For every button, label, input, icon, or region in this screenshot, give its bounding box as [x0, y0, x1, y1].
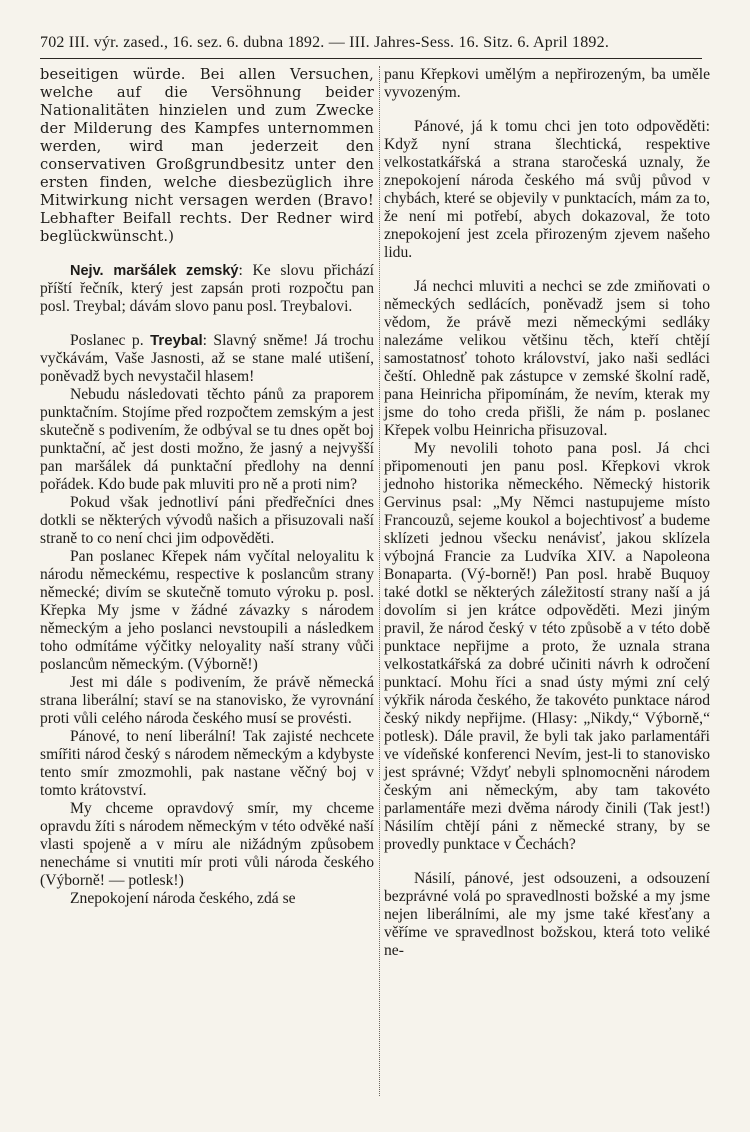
treybal-intro-text: : Slavný sněme! Já trochu vyčkávám, Vaše Jasnosti, až se stane malé utišení, poněvadž bych nevystačil hlasem! — [40, 332, 374, 385]
speaker-prefix: Poslanec p. — [70, 332, 151, 349]
speaker-marshal: Nejv. maršálek zemský — [70, 263, 239, 279]
paragraph: My nevolili tohoto pana posl. Já chci připomenouti jen panu posl. Křepkovi vkrok jednoho historika německého. Německý historik Gervinus psal: „My Němci nastupujeme místo Francouzů, sejeme koukol a bojechtivosť a budeme sklízeti jednou všecku nenávisť, jakou sklízela výbojná Francie za Ludvíka XIV. a Napoleona Bonaparta. (Vý-borně!) Pan posl. hrabě Buquoy také dotkl se některých záležitostí strany naší a já dovolím si jen krátce odpověděti. Mezi jiným pravil, že národ český v této způsobě a v této době punktace nepřijme a proto, že uznala strana velkostatkářská za dobré učiniti návrh k odročení punktací. Mohu říci a snad ústy mými zní celý výkřik národa českého, že takovéto punktace národ český nikdy nepřijme. (Hlasy: „Nikdy,“ Výborně,“ potlesk). Dále pravil, že byli tak jako parlamentáři ve vídeňské konferenci Nevím, jest-li to stanovisko jest správné; Vždyť nebyli splnomocněni národem českým ani německým, aby tam takovéto parlamentáře mezi dvěma národy činili (Tak jest!) Násilím chtějí páni z německé strany, by se provedly punktace v Čechách? — [384, 440, 710, 853]
paragraph: Pan poslanec Křepek nám vyčítal neloyalitu k národu německému, respective k poslancům strany německé; divím se skutečně tomuto výroku p. posl. Křepka My jsme v žádné závazky s národem německým a jeho poslanci nevstoupili a následkem toho odmítáme výčitky neloyality naší strany vůči poslancům německým. (Výborně!) — [40, 548, 374, 673]
paragraph: Já nechci mluviti a nechci se zde zmiňovati o německých sedlácích, poněvadž jsem si toho vědom, že právě mezi německými sedláky nalezáme velikou většinu těch, kteří chtějí samostatnosť tohoto království, jako naši sedláci čeští. Ohledně pak zástupce v zemské školní radě, pana Heinricha připomínám, že nevím, kterak my jsme do toho creda přišli, že nám p. poslanec Křepek volbu Heinricha přisuzoval. — [384, 278, 710, 439]
marshal-paragraph — [40, 262, 374, 316]
header-rule — [40, 58, 702, 59]
running-header: 702 III. výr. zased., 16. sez. 6. dubna 1892. — III. Jahres-Sess. 16. Sitz. 6. April 1892. — [40, 34, 610, 51]
paragraph: Nebudu následovati těchto pánů za praporem punktačním. Stojíme před rozpočtem zemským a jest skutečně s podivením, že odbýval se tu dnes opět boj punktační, ač jest dosti možno, že jasný a nejvyšší pan maršálek dá punktační předlohy na denní pořádek. Kdo bude pak mluviti pro ně a proti nim? — [40, 386, 374, 493]
paragraph: My chceme opravdový smír, my chceme opravdu žíti s národem německým v této odvěké naší vlasti spojeně a v míru ale nižádným způsobem nenecháme si vnutiti mír proti vůli národa českého (Výborně! — potlesk!) — [40, 800, 374, 889]
paragraph: Pokud však jednotliví páni předřečníci dnes dotkli se některých vývodů našich a přisuzovali naší straně to co není chci jim odpověděti. — [40, 494, 374, 547]
german-paragraph: beseitigen würde. Bei allen Versuchen, welche auf die Versöhnung beider Nationalitäten hinzielen und zum Zwecke der Milderung des Kampfes unternommen werden, wird man jederzeit den conservativen Großgrundbesitz unter den ersten finden, welche diesbezüglich ihre Mitwirkung nicht versagen werden (Bravo! Lebhafter Beifall rechts. Der Redner wird beglückwünscht.) — [40, 66, 374, 245]
paragraph: Jest mi dále s podivením, že právě německá strana liberální; staví se na stanovisko, že vyrovnání proti vůli celého národa českého musí se provésti. — [40, 674, 374, 727]
speaker-treybal: Treybal — [150, 332, 203, 349]
column-divider — [379, 66, 380, 1096]
treybal-intro-paragraph — [40, 332, 374, 386]
paragraph: panu Křepkovi umělým a nepřirozeným, ba uměle vyvozeným. — [384, 66, 710, 101]
paragraph: Znepokojení národa českého, zdá se — [70, 890, 296, 907]
right-column — [384, 66, 710, 960]
paragraph: Pánové, to není liberální! Tak zajisté nechcete smířiti národ český s národem německým a kdybyste tento smír zmozmohli, pak nastane věčný boj v tomto krátovství. — [40, 728, 374, 799]
paragraph: Pánové, já k tomu chci jen toto odpověděti: Když nyní strana šlechtická, respektive velkostatkářská a strana staročeská uznaly, že znepokojení národa českého má svůj původ v chybách, které se objevily v punktacích, mám za to, že není mi potřebí, abych dokazoval, že toto znepokojení jest zcela přirozeným zjevem našeho lidu. — [384, 118, 710, 261]
paragraph: Násilí, pánové, jest odsouzeni, a odsouzení bezprávné volá po spravedlnosti božské a my jsme nejen liberálními, ale my jsme také křesťany a věříme ve spravedlnost božskou, která toto veliké ne- — [384, 870, 710, 959]
left-column — [40, 66, 374, 908]
marshal-text: : Ke slovu přichází příští řečník, který jest zapsán proti rozpočtu pan posl. Treybal; dávám slovo panu posl. Treybalovi. — [40, 262, 374, 315]
